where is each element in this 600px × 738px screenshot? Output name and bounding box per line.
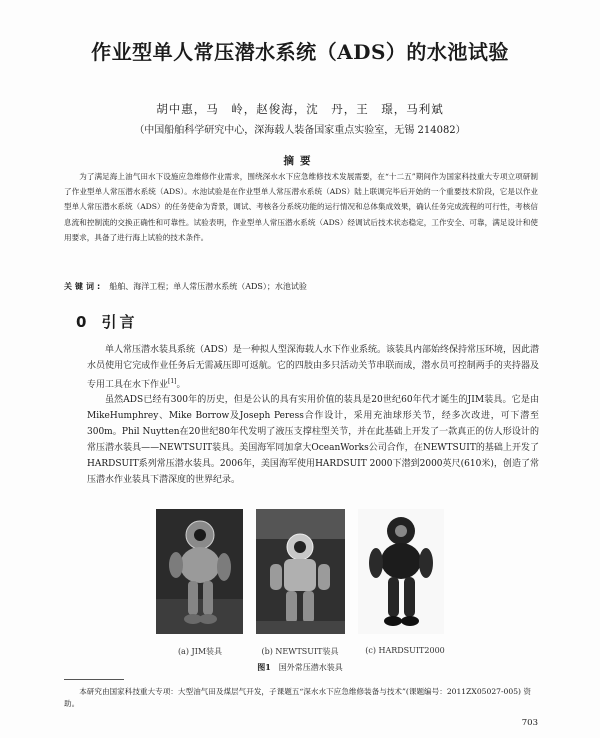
- p1-end: 。: [176, 380, 186, 390]
- footnote-divider: [64, 679, 124, 680]
- section-heading: [76, 311, 137, 332]
- figure-caption-b: (b) NEWTSUIT装具: [261, 647, 339, 656]
- figure-title-text: 国外常压潜水装具: [278, 663, 343, 672]
- intro-paragraph-1: [87, 342, 539, 393]
- section-number: 0: [76, 313, 90, 331]
- citation-ref[interactable]: [1]: [168, 378, 177, 385]
- jim-suit-drawing: [156, 509, 243, 634]
- abstract-heading: 摘要: [283, 155, 317, 167]
- keywords-text: 船舶、海洋工程；单人常压潜水系统（ADS）；水池试验: [109, 282, 307, 291]
- hardsuit-photo: [358, 509, 444, 634]
- keywords-label: 关键词:: [64, 282, 104, 291]
- figure-caption-a: (a) JIM装具: [177, 647, 223, 656]
- p1-text: 单人常压潜水装具系统（ADS）是一种拟人型深海载人水下作业系统。该装具内部始终保持常压环境，因此潜水员使用它完成作业任务后无需减压即可返航。它的四肢由多只活动关节串联而成，潜水员可控制两手的夹持器及专用工具在水下作业: [87, 345, 539, 390]
- keywords: [64, 281, 538, 292]
- paper-title: 作业型单人常压潜水系统（ADS）的水池试验: [91, 40, 509, 64]
- jim-suit-photo: [156, 509, 243, 634]
- page-number: 703: [521, 718, 538, 728]
- hardsuit-drawing: [358, 509, 444, 634]
- figure-caption-c: (c) HARDSUIT2000: [365, 646, 445, 655]
- funding-footnote: 本研究由国家科技重大专项：大型油气田及煤层气开发，子课题五“深水水下应急维修装备与技术”(课题编号：2011ZX05027-005) 资助。: [64, 687, 532, 708]
- affiliation: （中国船舶科学研究中心，深海载人装备国家重点实验室，无锡 214082）: [134, 125, 466, 136]
- intro-paragraph-2: 虽然ADS已经有300年的历史，但是公认的具有实用价值的装具是20世纪60年代才诞生的JIM装具。它是由MikeHumphrey、Mike Borrow及Joseph Peress合作设计，采用充油球形关节，经多次改进，可下潜至300m。Phil Nuytten在20世纪80年代发明了液压支撑柱型关节，并在此基础上开发了一款真正的仿人形设计的常压潜水装具——NEWTSUIT装具。美国海军同加拿大OceanWorks公司合作，在NEWTSUIT的基础上开发了HARDSUIT系列常压潜水装具。2006年，美国海军使用HARDSUIT 2000下潜到2000英尺(610米)，创造了常压潜水作业装具下潜深度的世界纪录。: [87, 395, 539, 485]
- author-list: 胡中惠，马 岭，赵俊海，沈 丹，王 璟，马利斌: [156, 102, 444, 116]
- abstract-body: 为了满足海上油气田水下设施应急维修作业需求，围绕深水水下应急维修技术发展需要，在“十二五”期间作为国家科技重大专项立项研制了作业型单人常压潜水系统（ADS）。水池试验是在作业型单人常压潜水系统（ADS）陆上联调完毕后开始的一个重要技术阶段，它是以作业型单人常压潜水系统（ADS）的任务使命为背景，调试、考核各分系统功能的运行情况和总体集成效果，确认任务完成流程的可行性，考核信息流和控制流的交换正确性和可靠性。试验表明，作业型单人常压潜水系统（ADS）经调试后技术状态稳定，工作安全、可靠，满足设计和使用要求，具备了进行海上试验的技术条件。: [64, 172, 538, 242]
- newtsuit-photo: [256, 509, 345, 634]
- figure-title: [200, 662, 400, 673]
- newtsuit-drawing: [256, 509, 345, 634]
- section-title: 引言: [101, 313, 138, 331]
- figure-number: 图1: [257, 662, 271, 672]
